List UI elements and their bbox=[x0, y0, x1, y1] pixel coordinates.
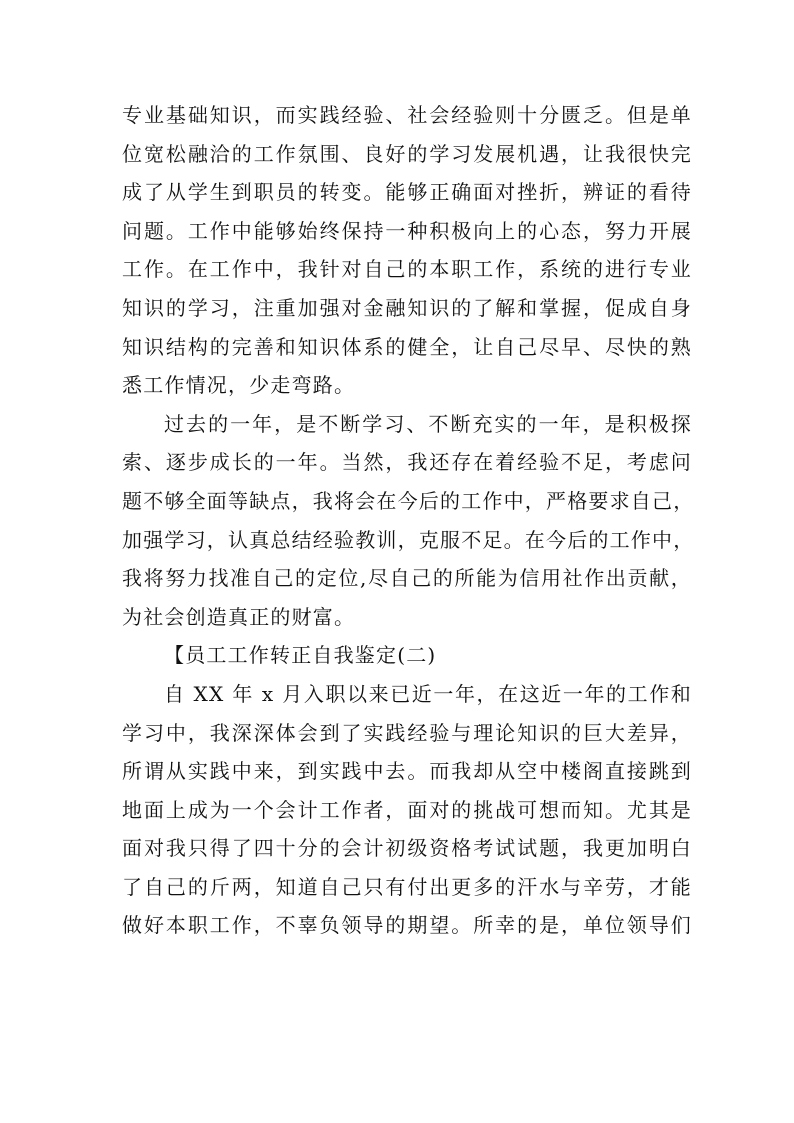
paragraph-2-line-5: 我将努力找准自己的定位,尽自己的所能为信用社作出贡献， bbox=[122, 566, 692, 591]
paragraph-3-line-4: 地面上成为一个会计工作者，面对的挑战可想而知。尤其是 bbox=[122, 797, 692, 822]
paragraph-1-line-6: 知识的学习，注重加强对金融知识的了解和掌握，促成自身 bbox=[122, 295, 692, 320]
section-heading: 【员工工作转正自我鉴定(二) bbox=[164, 643, 437, 668]
paragraph-3-line-1: 自 XX 年 x 月入职以来已近一年，在这近一年的工作和 bbox=[164, 681, 692, 706]
paragraph-1-line-7: 知识结构的完善和知识体系的健全，让自己尽早、尽快的熟 bbox=[122, 334, 692, 359]
paragraph-1-line-8: 悉工作情况，少走弯路。 bbox=[122, 373, 356, 398]
paragraph-2-line-2: 索、逐步成长的一年。当然，我还存在着经验不足，考虑问 bbox=[122, 450, 692, 475]
paragraph-2-line-1: 过去的一年，是不断学习、不断充实的一年，是积极探 bbox=[164, 411, 692, 436]
paragraph-1-line-5: 工作。在工作中，我针对自己的本职工作，系统的进行专业 bbox=[122, 257, 692, 282]
document-body bbox=[122, 96, 695, 945]
paragraph-3-line-2: 学习中，我深深体会到了实践经验与理论知识的巨大差异， bbox=[122, 720, 692, 745]
paragraph-3-line-6: 了自己的斤两，知道自己只有付出更多的汗水与辛劳，才能 bbox=[122, 874, 692, 899]
paragraph-2-line-4: 加强学习，认真总结经验教训，克服不足。在今后的工作中， bbox=[122, 527, 695, 552]
paragraph-1-line-4: 问题。工作中能够始终保持一种积极向上的心态，努力开展 bbox=[122, 218, 692, 243]
paragraph-1-line-3: 成了从学生到职员的转变。能够正确面对挫折，辨证的看待 bbox=[122, 180, 692, 205]
paragraph-1-line-1: 专业基础知识，而实践经验、社会经验则十分匮乏。但是单 bbox=[122, 103, 692, 127]
paragraph-3-line-5: 面对我只得了四十分的会计初级资格考试试题，我更加明白 bbox=[122, 836, 692, 861]
paragraph-1-line-2: 位宽松融洽的工作氛围、良好的学习发展机遇，让我很快完 bbox=[122, 141, 692, 166]
paragraph-2-line-6: 为社会创造真正的财富。 bbox=[122, 604, 356, 629]
paragraph-3-line-3: 所谓从实践中来，到实践中去。而我却从空中楼阁直接跳到 bbox=[122, 759, 692, 784]
paragraph-2-line-3: 题不够全面等缺点，我将会在今后的工作中，严格要求自己， bbox=[122, 488, 695, 513]
paragraph-3-line-7: 做好本职工作，不辜负领导的期望。所幸的是，单位领导们 bbox=[122, 913, 692, 938]
